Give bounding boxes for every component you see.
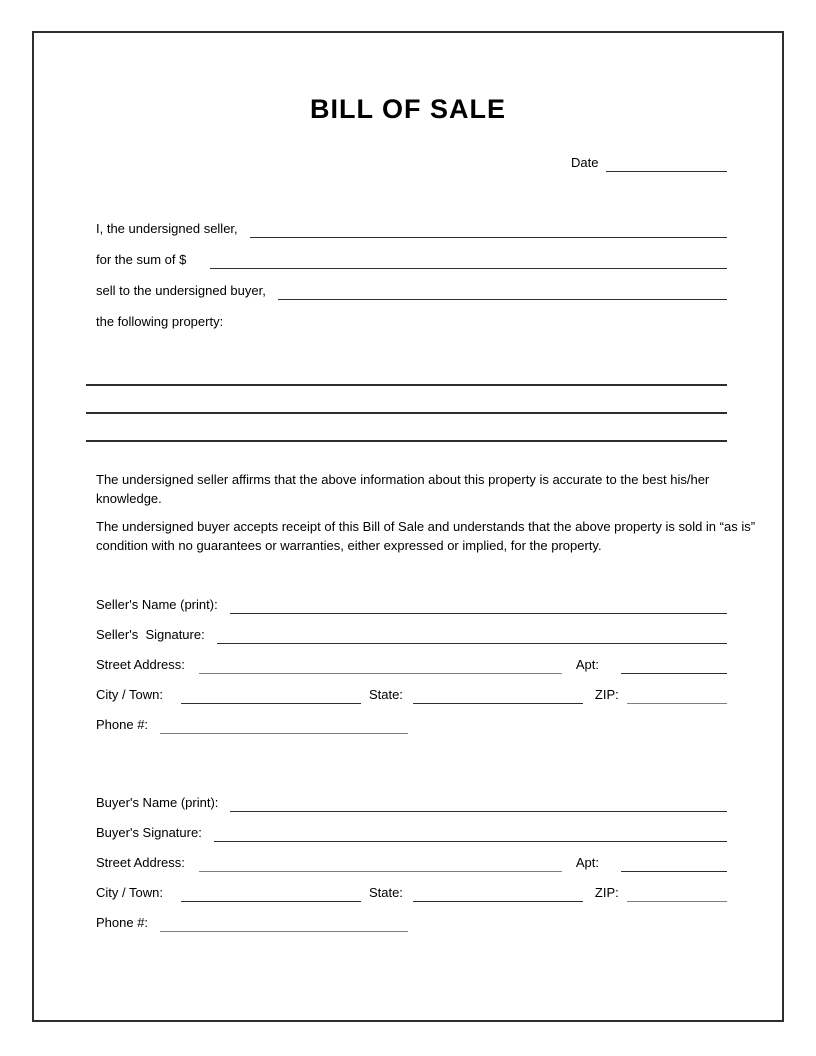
buyer-apt-field-line[interactable] (621, 852, 727, 872)
buyer-city-row (96, 882, 727, 902)
seller-name-fill-line[interactable] (250, 218, 727, 238)
seller-statement-row (96, 218, 727, 238)
buyer-acceptance-paragraph: The undersigned buyer accepts receipt of this Bill of Sale and understands that the above property is sold in “as is” condition with no guarantees or warranties, either expressed or implied, for the property. (96, 519, 756, 553)
seller-city-row (96, 684, 727, 704)
buyer-state-label: State: (368, 885, 403, 900)
seller-city-field-line[interactable] (181, 684, 361, 704)
buyer-signature-field-line[interactable] (214, 822, 727, 842)
property-description-line-1[interactable] (86, 384, 727, 386)
seller-state-label: State: (368, 687, 403, 702)
buyer-signature-label: Buyer's Signature: (96, 825, 202, 840)
sum-statement-row (96, 249, 727, 269)
property-statement-row (96, 311, 727, 331)
date-fill-line[interactable] (606, 152, 727, 172)
seller-street-row (96, 654, 727, 674)
sum-statement-label: for the sum of $ (96, 252, 187, 267)
date-label: Date (571, 155, 599, 170)
buyer-street-row (96, 852, 727, 872)
seller-apt-field-line[interactable] (621, 654, 727, 674)
buyer-statement-row (96, 280, 727, 300)
buyer-zip-label: ZIP: (594, 885, 619, 900)
seller-zip-label: ZIP: (594, 687, 619, 702)
seller-street-field-line[interactable] (199, 654, 562, 674)
seller-city-label: City / Town: (96, 687, 163, 702)
seller-name-field-line[interactable] (230, 594, 727, 614)
buyer-street-field-line[interactable] (199, 852, 562, 872)
buyer-phone-label: Phone #: (96, 915, 149, 930)
seller-street-label: Street Address: (96, 657, 185, 672)
buyer-statement-label: sell to the undersigned buyer, (96, 283, 266, 298)
seller-name-row (96, 594, 727, 614)
seller-name-label: Seller's Name (print): (96, 597, 218, 612)
property-description-line-2[interactable] (86, 412, 727, 414)
buyer-apt-label: Apt: (575, 855, 599, 870)
sum-fill-line[interactable] (210, 249, 727, 269)
buyer-phone-row (96, 912, 727, 932)
seller-signature-row (96, 624, 727, 644)
buyer-city-field-line[interactable] (181, 882, 361, 902)
property-statement-label: the following property: (96, 314, 224, 329)
seller-zip-field-line[interactable] (627, 684, 727, 704)
seller-phone-row (96, 714, 727, 734)
property-description-line-3[interactable] (86, 440, 727, 442)
seller-statement-label: I, the undersigned seller, (96, 221, 238, 236)
buyer-state-field-line[interactable] (413, 882, 583, 902)
page-title: BILL OF SALE (309, 94, 506, 124)
buyer-signature-row (96, 822, 727, 842)
seller-phone-label: Phone #: (96, 717, 149, 732)
buyer-street-label: Street Address: (96, 855, 185, 870)
date-row (571, 152, 727, 172)
seller-state-field-line[interactable] (413, 684, 583, 704)
seller-affirmation-paragraph: The undersigned seller affirms that the above information about this property is accurate to the best his/her knowledge. (96, 472, 710, 506)
buyer-name-fill-line[interactable] (278, 280, 727, 300)
seller-signature-label: Seller's Signature: (96, 627, 205, 642)
buyer-name-row (96, 792, 727, 812)
buyer-name-label: Buyer's Name (print): (96, 795, 219, 810)
seller-signature-field-line[interactable] (217, 624, 727, 644)
buyer-phone-field-line[interactable] (160, 912, 408, 932)
seller-phone-field-line[interactable] (160, 714, 408, 734)
buyer-zip-field-line[interactable] (627, 882, 727, 902)
seller-apt-label: Apt: (575, 657, 599, 672)
buyer-name-field-line[interactable] (230, 792, 727, 812)
buyer-city-label: City / Town: (96, 885, 163, 900)
